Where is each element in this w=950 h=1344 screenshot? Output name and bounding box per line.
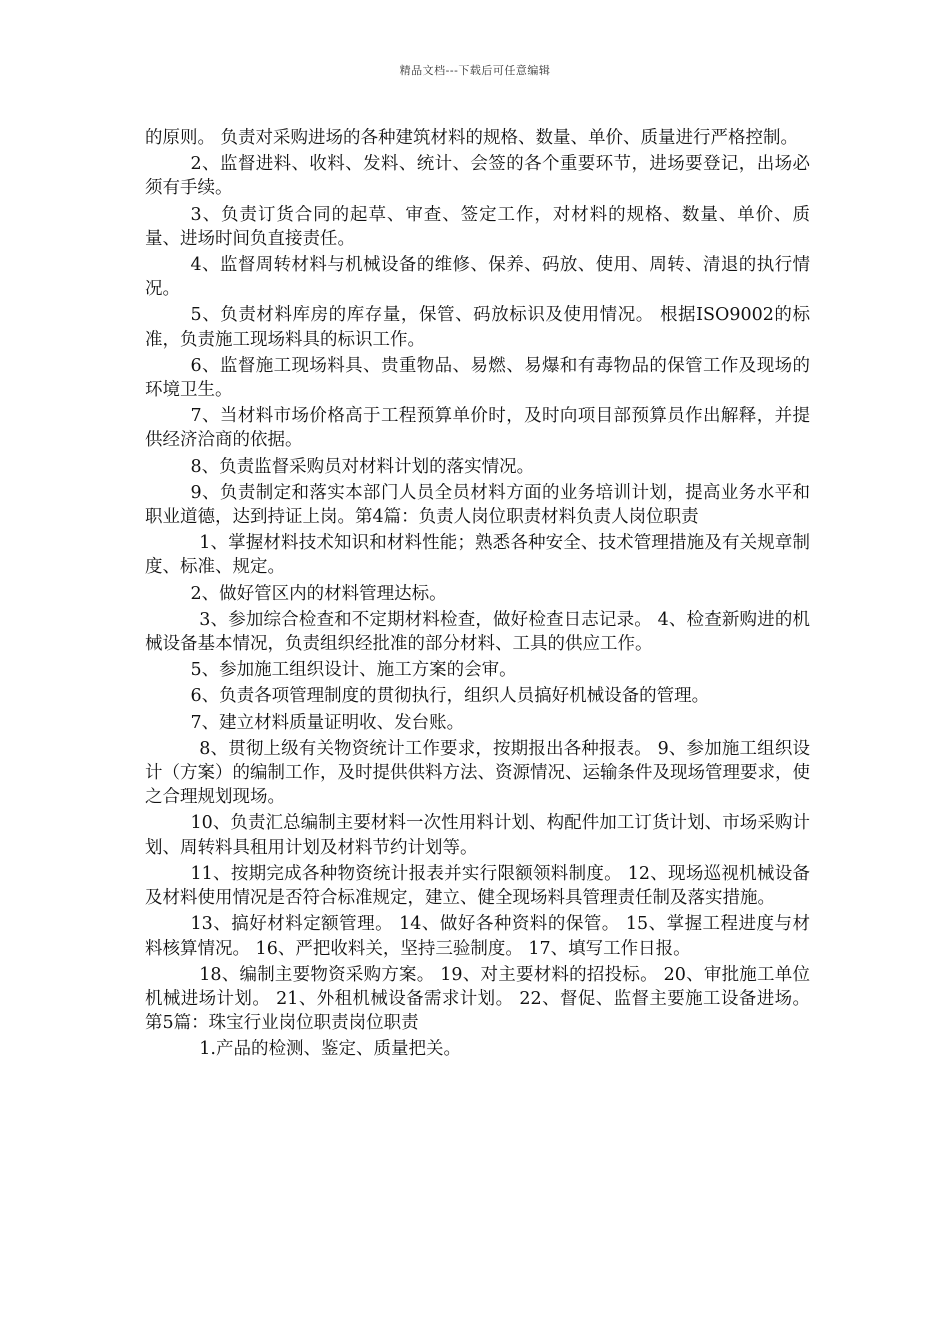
paragraph-8: 8、负责监督采购员对材料计划的落实情况。: [190, 456, 535, 477]
paragraph-19: 13、搞好材料定额管理。 14、做好各种资料的保管。 15、掌握工程进度与材料核算情况。 16、严把收料关，坚持三验制度。 17、填写工作日报。: [145, 914, 810, 959]
paragraph-12: 3、参加综合检查和不定期材料检查，做好检查日志记录。 4、检查新购进的机械设备基本情况，负责组织经批准的部分材料、工具的供应工作。: [145, 609, 810, 655]
paragraph-21: 1.产品的检测、鉴定、质量把关。: [199, 1039, 461, 1060]
paragraph-20: 18、编制主要物资采购方案。 19、对主要材料的招投标。 20、审批施工单位机械进场计划。 21、外租机械设备需求计划。 22、督促、监督主要施工设备进场。第5篇：珠宝行业岗位职责岗位职责: [145, 964, 810, 1034]
paragraph-11: 2、做好管区内的材料管理达标。: [190, 583, 447, 604]
paragraph-18: 11、按期完成各种物资统计报表并实行限额领料制度。 12、现场巡视机械设备及材料使用情况是否符合标准规定，建立、健全现场料具管理责任制及落实措施。: [145, 863, 810, 909]
paragraph-6: 6、监督施工现场料具、贵重物品、易燃、易爆和有毒物品的保管工作及现场的环境卫生。: [145, 355, 810, 401]
paragraph-5: 5、负责材料库房的库存量，保管、码放标识及使用情况。 根据ISO9002的标准，负责施工现场料具的标识工作。: [145, 305, 810, 350]
paragraph-13: 5、参加施工组织设计、施工方案的会审。: [190, 660, 517, 681]
paragraph-15: 7、建立材料质量证明收、发台账。: [190, 712, 465, 733]
paragraph-7: 7、当材料市场价格高于工程预算单价时，及时向项目部预算员作出解释，并提供经济洽商的依据。: [145, 406, 810, 451]
paragraph-17: 10、负责汇总编制主要材料一次性用料计划、构配件加工订货计划、市场采购计划、周转料具租用计划及材料节约计划等。: [145, 813, 810, 858]
paragraph-9: 9、负责制定和落实本部门人员全员材料方面的业务培训计划，提高业务水平和职业道德，达到持证上岗。第4篇：负责人岗位职责材料负责人岗位职责: [145, 482, 810, 528]
paragraph-16: 8、贯彻上级有关物资统计工作要求，按期报出各种报表。 9、参加施工组织设计（方案）的编制工作，及时提供供料方法、资源情况、运输条件及现场管理要求，使之合理规划现场。: [145, 738, 810, 808]
page-header: 精品文档---下载后可任意编辑: [399, 64, 551, 77]
paragraph-10: 1、掌握材料技术知识和材料性能；熟悉各种安全、技术管理措施及有关规章制度、标准、规定。: [145, 533, 810, 578]
document-body: [145, 126, 810, 1064]
paragraph-1: 的原则。 负责对采购进场的各种建筑材料的规格、数量、单价、质量进行严格控制。: [145, 128, 799, 148]
paragraph-3: 3、负责订货合同的起草、审查、签定工作，对材料的规格、数量、单价、质量、进场时间负直接责任。: [145, 204, 810, 249]
paragraph-2: 2、监督进料、收料、发料、统计、会签的各个重要环节，进场要登记，出场必须有手续。: [145, 154, 810, 199]
paragraph-14: 6、负责各项管理制度的贯彻执行，组织人员搞好机械设备的管理。: [190, 686, 710, 707]
paragraph-4: 4、监督周转材料与机械设备的维修、保养、码放、使用、周转、清退的执行情况。: [145, 255, 810, 300]
